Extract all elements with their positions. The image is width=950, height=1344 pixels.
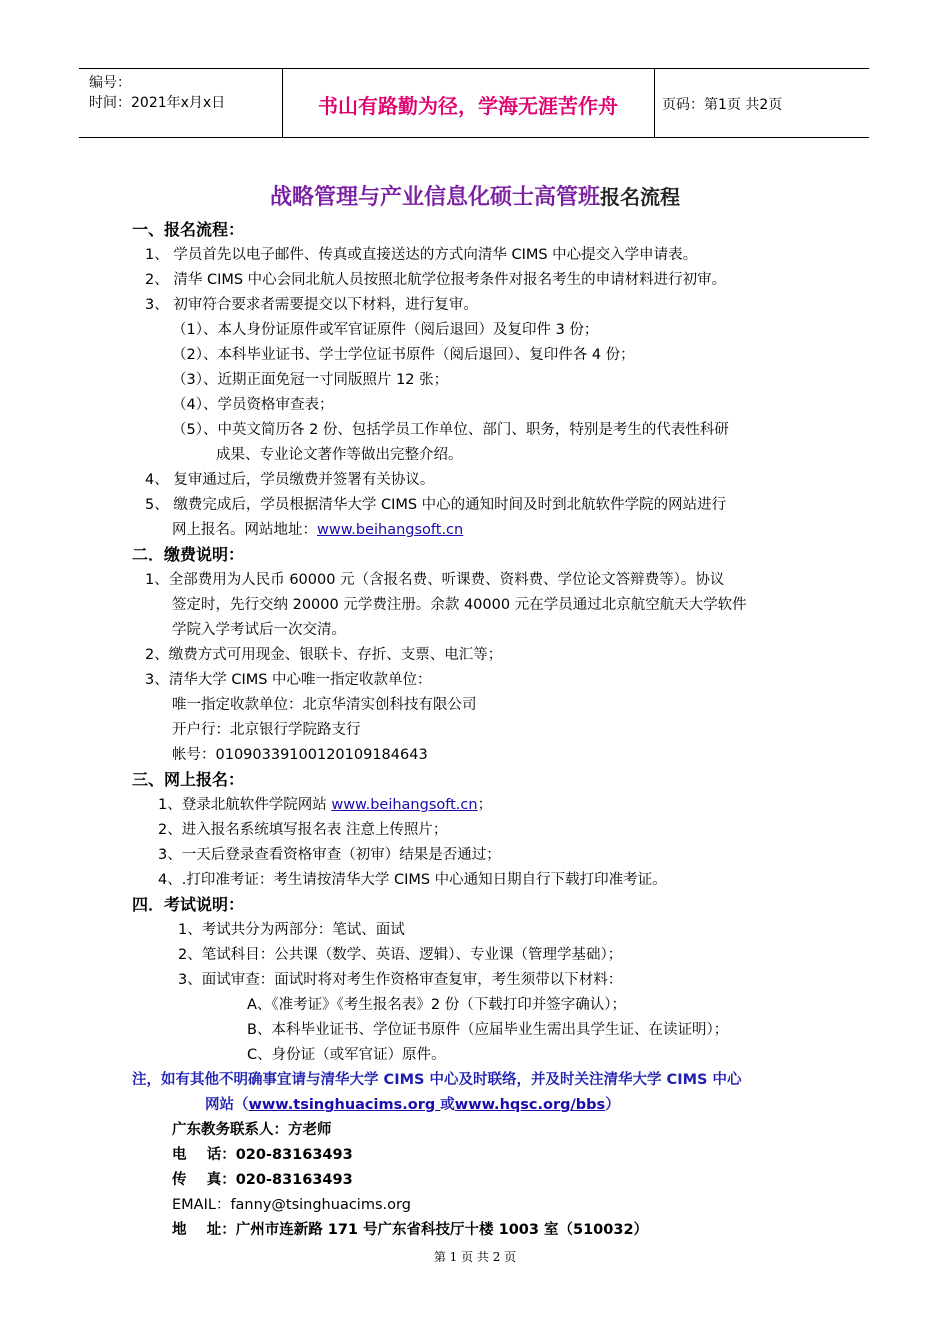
list-item: 成果、专业论文著作等做出完整介绍。 [216, 447, 463, 463]
beihangsoft-link[interactable]: www.beihangsoft.cn [331, 797, 478, 813]
list-item: C、身份证（或军官证）原件。 [247, 1047, 446, 1063]
list-item: 5、 缴费完成后，学员根据清华大学 CIMS 中心的通知时间及时到北航软件学院的网站进行 [145, 497, 727, 513]
list-item: B、本科毕业证书、学位证书原件（应届毕业生需出具学生证、在读证明）； [247, 1022, 729, 1038]
list-item: 帐号：01090339100120109184643 [172, 747, 428, 763]
website-label: 网上报名。网站地址： [172, 522, 317, 538]
hqsc-bbs-link[interactable]: www.hqsc.org/bbs [454, 1097, 606, 1113]
time-label: 时间：2021年x月x日 [89, 95, 226, 111]
title-suffix: 报名流程 [600, 185, 680, 209]
list-item: 3、清华大学 CIMS 中心唯一指定收款单位： [145, 672, 432, 688]
page-header [79, 68, 869, 138]
contact-phone: 电 话：020-83163493 [172, 1147, 353, 1163]
header-motto: 书山有路勤为径，学海无涯苦作舟 [318, 94, 618, 118]
list-item: 3、面试审查：面试时将对考生作资格审查复审，考生须带以下材料： [178, 972, 623, 988]
list-item: 开户行：北京银行学院路支行 [172, 722, 361, 738]
beihangsoft-link[interactable]: www.beihangsoft.cn [317, 522, 464, 538]
punctuation: ； [477, 797, 493, 813]
list-item: 2、缴费方式可用现金、银联卡、存折、支票、电汇等； [145, 647, 503, 663]
list-item: （5）、中英文简历各 2 份、包括学员工作单位、部门、职务，特别是考生的代表性科研 [172, 422, 729, 438]
list-item: 学院入学考试后一次交清。 [172, 622, 346, 638]
note-prefix: 网站（ [205, 1097, 249, 1113]
title-main: 战略管理与产业信息化硕士高管班 [269, 185, 600, 210]
list-item [172, 520, 463, 540]
section2-heading: 二．缴费说明： [132, 545, 245, 564]
note-line [205, 1095, 620, 1115]
list-item: 3、一天后登录查看资格审查（初审）结果是否通过； [158, 847, 501, 863]
list-item: 4、 复审通过后，学员缴费并签署有关协议。 [145, 472, 435, 488]
list-item: 签定时，先行交纳 20000 元学费注册。余款 40000 元在学员通过北京航空航天大学软件 [172, 597, 747, 613]
list-item: 1、考试共分为两部分：笔试、面试 [178, 922, 405, 938]
section3-heading: 三、网上报名： [132, 770, 245, 789]
header-page-info: 页码：第1页 共2页 [662, 97, 783, 113]
contact-address: 地 址：广州市连新路 171 号广东省科技厅十楼 1003 室（510032） [172, 1222, 649, 1238]
note-mid: 或 [440, 1097, 455, 1113]
list-item: （2）、本科毕业证书、学士学位证书原件（阅后退回）、复印件各 4 份； [172, 347, 635, 363]
list-item: 3、 初审符合要求者需要提交以下材料，进行复审。 [145, 297, 478, 313]
list-item: 1、全部费用为人民币 60000 元（含报名费、听课费、资料费、学位论文答辩费等）。协议 [145, 572, 725, 588]
list-item [158, 795, 492, 815]
list-item: 2、进入报名系统填写报名表 注意上传照片； [158, 822, 448, 838]
page-footer: 第 1 页 共 2 页 [433, 1250, 517, 1264]
contact-person: 广东教务联系人：方老师 [172, 1122, 332, 1138]
list-item: 1、 学员首先以电子邮件、传真或直接送达的方式向清华 CIMS 中心提交入学申请表。 [145, 247, 698, 263]
list-item: A、《准考证》《考生报名表》2 份（下载打印并签字确认）； [247, 997, 627, 1013]
note-line: 注，如有其他不明确事宜请与清华大学 CIMS 中心及时联络，并及时关注清华大学 CIMS 中心 [132, 1072, 742, 1088]
page-title [0, 180, 950, 211]
list-item: （3）、近期正面免冠一寸同版照片 12 张； [172, 372, 449, 388]
note-suffix: ） [605, 1097, 620, 1113]
header-divider [654, 69, 655, 137]
list-item: 2、 清华 CIMS 中心会同北航人员按照北航学位报考条件对报名考生的申请材料进行初审。 [145, 272, 727, 288]
section1-heading: 一、报名流程： [132, 220, 245, 239]
contact-email: EMAIL：fanny@tsinghuacims.org [172, 1197, 411, 1213]
list-item: 4、.打印准考证：考生请按清华大学 CIMS 中心通知日期自行下载打印准考证。 [158, 872, 667, 888]
tsinghuacims-link[interactable]: www.tsinghuacims.org [248, 1097, 441, 1113]
header-meta [89, 73, 225, 113]
login-text: 1、登录北航软件学院网站 [158, 797, 332, 813]
section4-heading: 四．考试说明： [132, 895, 245, 914]
contact-fax: 传 真：020-83163493 [172, 1172, 353, 1188]
list-item: 唯一指定收款单位：北京华清实创科技有限公司 [172, 697, 477, 713]
number-label: 编号： [89, 75, 131, 91]
list-item: （1）、本人身份证原件或军官证原件（阅后退回）及复印件 3 份； [172, 322, 599, 338]
list-item: 2、笔试科目：公共课（数学、英语、逻辑）、专业课（管理学基础）； [178, 947, 623, 963]
list-item: （4）、学员资格审查表； [172, 397, 334, 413]
